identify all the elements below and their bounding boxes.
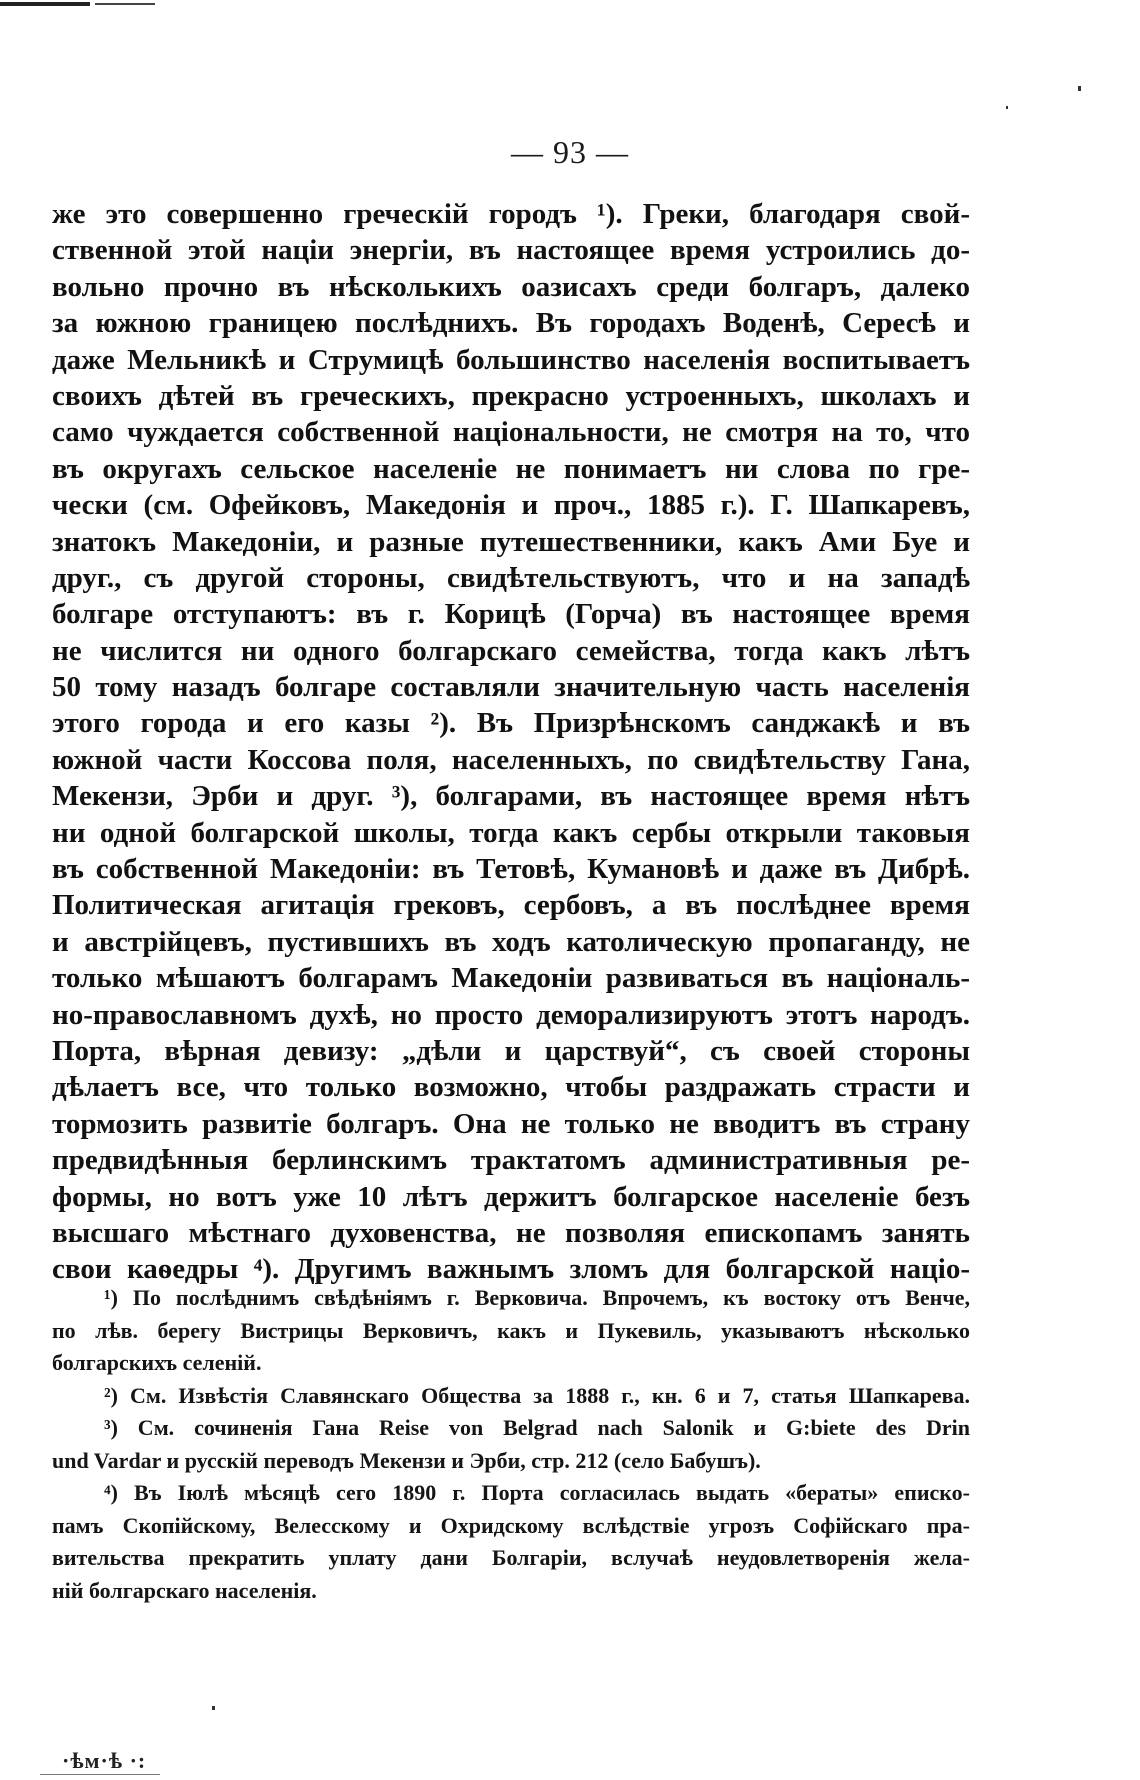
text-line: болгаре отступаютъ: въ г. Корицѣ (Горча) въ настоящее время	[52, 598, 970, 631]
text-line: ственной этой націи энергіи, въ настоящее время устроились до-	[52, 234, 970, 267]
library-stamp-mark: ·ѣм·ѣ ·:	[62, 1748, 147, 1773]
footnote-line: ній болгарскаго населенія.	[52, 1577, 317, 1603]
top-edge-mark	[0, 2, 90, 6]
footnote-line: вительства прекратить уплату дани Болгаріи, вслучаѣ неудовлетворенія жела-	[52, 1545, 970, 1570]
margin-speck	[1078, 86, 1081, 91]
text-line: Политическая агитація грековъ, сербовъ, а въ послѣднее время	[52, 889, 970, 922]
margin-speck	[1006, 106, 1008, 109]
text-line: ни одной болгарской школы, тогда какъ сербы открыли таковыя	[52, 816, 970, 849]
text-line: въ собственной Македоніи: въ Тетовѣ, Кумановѣ и даже въ Дибрѣ.	[52, 853, 970, 886]
text-line: 50 тому назадъ болгаре составляли значительную часть населенія	[52, 671, 970, 704]
text-line: формы, но вотъ уже 10 лѣтъ держитъ болгарское населеніе безъ	[52, 1180, 970, 1213]
text-line: само чуждается собственной національности, не смотря на то, что	[52, 416, 970, 449]
text-line: Порта, вѣрная девизу: „дѣли и царствуй“, съ своей стороны	[52, 1034, 970, 1067]
text-line: не числится ни одного болгарскаго семейства, тогда какъ лѣтъ	[52, 634, 970, 667]
text-line: чески (см. Офейковъ, Македонія и проч., 1885 г.). Г. Шапкаревъ,	[52, 489, 970, 522]
text-line: даже Мельникѣ и Струмицѣ большинство населенія воспитываетъ	[52, 343, 970, 376]
footnote-line: по лѣв. берегу Вистрицы Верковичъ, какъ и Пукевиль, указываютъ нѣсколько	[52, 1317, 970, 1343]
text-line: друг., съ другой стороны, свидѣтельствуютъ, что и на западѣ	[52, 561, 970, 594]
text-line: своихъ дѣтей въ греческихъ, прекрасно устроенныхъ, школахъ и	[52, 379, 970, 412]
text-line: дѣлаетъ все, что только возможно, чтобы раздражать страсти и	[52, 1071, 970, 1104]
text-line: вольно прочно въ нѣсколькихъ оазисахъ среди болгаръ, далеко	[52, 270, 970, 303]
text-line: за южною границею послѣднихъ. Въ городахъ Воденѣ, Сересѣ и	[52, 307, 970, 340]
text-line: же это совершенно греческій городъ ¹). Греки, благодаря свой-	[52, 198, 970, 230]
footnote-line: ⁴) Въ Іюлѣ мѣсяцѣ сего 1890 г. Порта согласилась выдать «бераты» еписко-	[104, 1480, 970, 1505]
text-line: только мѣшаютъ болгарамъ Македоніи развиваться въ національ-	[52, 962, 970, 995]
footnote-line: ¹) По послѣднимъ свѣдѣніямъ г. Верковича. Впрочемъ, къ востоку отъ Венче,	[104, 1285, 970, 1310]
text-line: предвидѣнныя берлинскимъ трактатомъ административныя ре-	[52, 1144, 970, 1177]
text-line: но-православномъ духѣ, но просто деморализируютъ этотъ народъ.	[52, 998, 970, 1031]
text-line: въ округахъ сельское населеніе не понимаетъ ни слова по гре-	[52, 452, 970, 485]
footnotes-block	[52, 1282, 970, 1607]
page-number: — 93 —	[511, 134, 629, 170]
margin-speck	[212, 1706, 215, 1710]
footnote-line: ²) См. Извѣстія Славянскаго Общества за 1888 г., кн. 6 и 7, статья Шапкарева.	[104, 1382, 970, 1408]
text-line: и австрійцевъ, пустившихъ въ ходъ католическую пропаганду, не	[52, 925, 970, 958]
footnote-line: und Vardar и русскій переводъ Мекензи и Эрби, стр. 212 (село Бабушъ).	[52, 1447, 761, 1473]
text-line: высшаго мѣстнаго духовенства, не позволяя епископамъ занять	[52, 1216, 970, 1249]
text-line: этого города и его казы ²). Въ Призрѣнскомъ санджакѣ и въ	[52, 707, 970, 740]
text-line: тормозить развитіе болгаръ. Она не только не вводитъ въ страну	[52, 1107, 970, 1140]
main-text-block	[52, 196, 970, 1288]
stamp-underline	[40, 1774, 160, 1775]
text-line: свои каѳедры ⁴). Другимъ важнымъ зломъ для болгарской націо-	[52, 1253, 970, 1286]
footnote-line: ³) См. сочиненія Гана Reise von Belgrad nach Salonik и G:biete des Drin	[104, 1415, 970, 1440]
footnote-line: болгарскихъ селеній.	[52, 1350, 262, 1375]
top-edge-mark-secondary	[95, 3, 155, 5]
text-line: знатокъ Македоніи, и разные путешественники, какъ Ами Буе и	[52, 525, 970, 558]
footnote-line: памъ Скопійскому, Велесскому и Охридскому вслѣдствіе угрозъ Софійскаго пра-	[52, 1512, 970, 1538]
text-line: южной части Коссова поля, населенныхъ, по свидѣтельству Гана,	[52, 743, 970, 776]
text-line: Мекензи, Эрби и друг. ³), болгарами, въ настоящее время нѣтъ	[52, 780, 970, 813]
